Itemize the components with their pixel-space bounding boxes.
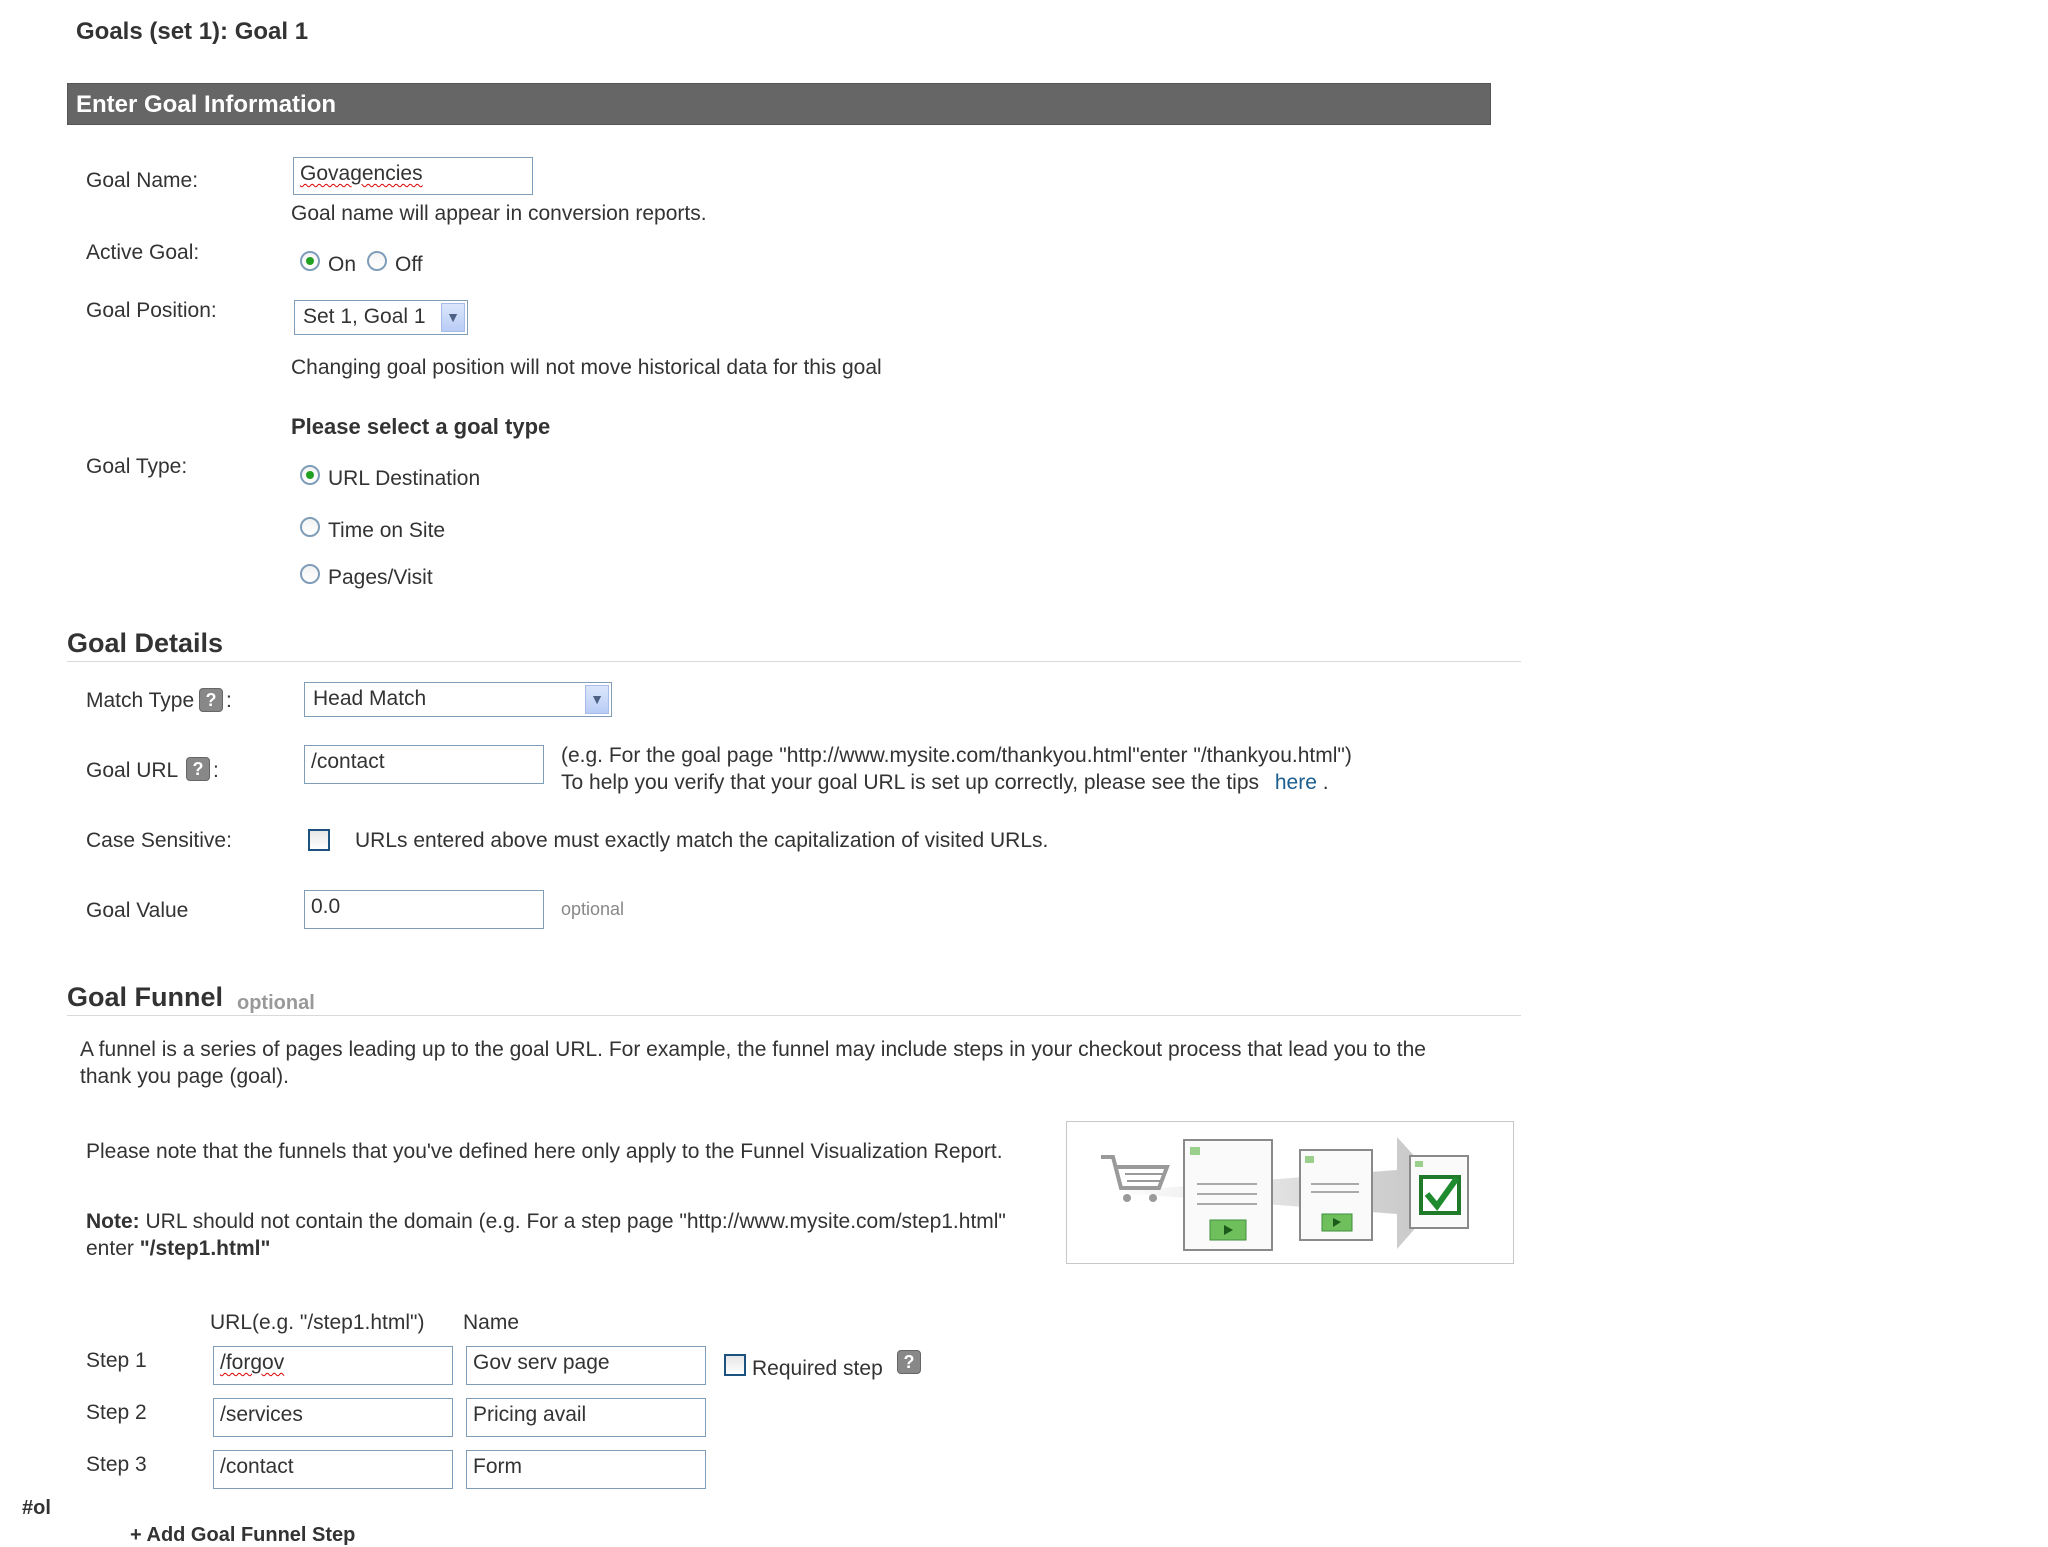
case-sensitive-checkbox[interactable] [308, 829, 330, 851]
note-text: URL should not contain the domain (e.g. For a step page "http://www.mysite.com/step1.html" [139, 1210, 1006, 1233]
goal-url-hint-period: . [1322, 771, 1329, 794]
goal-type-pages-radio[interactable] [300, 564, 320, 584]
goal-funnel-optional: optional [237, 992, 315, 1014]
step-3-label: Step 3 [86, 1453, 147, 1476]
active-on-label: On [328, 253, 357, 276]
goal-position-label: Goal Position: [86, 299, 217, 322]
dropdown-arrow-icon: ▼ [441, 303, 465, 332]
help-icon[interactable]: ? [186, 757, 210, 781]
goal-position-hint: Changing goal position will not move historical data for this goal [291, 356, 882, 379]
note-bold: Note: [86, 1210, 140, 1233]
goal-url-hint-2 [561, 771, 1329, 795]
goal-value-optional: optional [561, 899, 625, 919]
goal-url-label: Goal URL [86, 759, 179, 782]
step-3-name-input[interactable] [466, 1450, 706, 1489]
goal-funnel-divider [67, 1015, 1521, 1016]
funnel-illustration-svg [1067, 1122, 1513, 1263]
goal-funnel-heading: Goal Funnel [67, 982, 224, 1012]
step-1-name-value: Gov serv page [473, 1351, 610, 1374]
step-1-url-input[interactable] [213, 1346, 453, 1385]
step-2-url-value: /services [220, 1403, 303, 1426]
add-funnel-step-link[interactable]: + Add Goal Funnel Step [130, 1524, 356, 1546]
col-name-header: Name [463, 1311, 520, 1334]
help-icon[interactable]: ? [199, 688, 223, 712]
goal-info-header-bar [67, 83, 1491, 125]
goal-name-label: Goal Name: [86, 169, 199, 192]
checkmark-icon [1410, 1156, 1468, 1228]
required-step-checkbox[interactable] [724, 1354, 746, 1376]
help-icon[interactable]: ? [897, 1350, 921, 1374]
dropdown-arrow-icon: ▼ [585, 685, 609, 714]
page-step-2-icon [1300, 1150, 1372, 1240]
active-goal-label: Active Goal: [86, 241, 200, 264]
funnel-description-1: A funnel is a series of pages leading up to the goal URL. For example, the funnel may include steps in your checkout process that lead you to the [80, 1038, 1426, 1061]
active-off-label: Off [395, 253, 423, 276]
funnel-description-2: thank you page (goal). [80, 1065, 289, 1088]
goal-type-pages-label: Pages/Visit [328, 566, 433, 589]
step-1-name-input[interactable] [466, 1346, 706, 1385]
goal-value-value: 0.0 [311, 895, 341, 918]
note-line2-bold: "/step1.html" [139, 1237, 271, 1260]
goal-position-select[interactable] [294, 300, 468, 335]
step-2-url-input[interactable] [213, 1398, 453, 1437]
goal-name-input[interactable] [293, 157, 533, 195]
case-sensitive-text: URLs entered above must exactly match the capitalization of visited URLs. [355, 829, 1049, 852]
col-url-header: URL(e.g. "/step1.html") [210, 1311, 425, 1334]
goal-url-value: /contact [311, 750, 385, 773]
match-type-colon: : [226, 689, 232, 712]
goal-url-input[interactable] [304, 745, 544, 784]
match-type-select[interactable] [304, 682, 612, 717]
goal-type-label: Goal Type: [86, 455, 188, 478]
goal-type-time-label: Time on Site [328, 519, 446, 542]
goal-url-colon: : [213, 759, 219, 782]
page-title: Goals (set 1): Goal 1 [76, 18, 309, 45]
funnel-note-2-line2 [86, 1237, 270, 1261]
note-line2-prefix: enter [86, 1237, 140, 1260]
footer-anchor-text: #ol [22, 1497, 51, 1519]
step-1-label: Step 1 [86, 1349, 147, 1372]
step-3-name-value: Form [473, 1455, 522, 1478]
step-2-label: Step 2 [86, 1401, 147, 1424]
goal-url-hint-1: (e.g. For the goal page "http://www.mysite.com/thankyou.html"enter "/thankyou.html") [561, 744, 1352, 767]
tips-here-link[interactable]: here [1274, 771, 1317, 794]
match-type-label: Match Type [86, 689, 195, 712]
goal-info-header: Enter Goal Information [76, 91, 337, 118]
goal-url-hint-2-text: To help you verify that your goal URL is set up correctly, please see the tips [561, 771, 1260, 794]
goal-value-label: Goal Value [86, 899, 189, 922]
step-2-name-value: Pricing avail [473, 1403, 587, 1426]
goal-type-heading: Please select a goal type [291, 414, 551, 439]
goal-details-heading: Goal Details [67, 628, 224, 658]
goal-type-url-label: URL Destination [328, 467, 481, 490]
funnel-note-2 [86, 1210, 1006, 1234]
step-2-name-input[interactable] [466, 1398, 706, 1437]
funnel-illustration [1066, 1121, 1514, 1264]
funnel-note-1: Please note that the funnels that you've defined here only apply to the Funnel Visualization Report. [86, 1140, 1003, 1163]
step-3-url-input[interactable] [213, 1450, 453, 1489]
goal-details-divider [67, 661, 1521, 662]
funnel-arrow [1107, 1137, 1447, 1249]
required-step-label: Required step [752, 1357, 883, 1380]
goal-value-input[interactable] [304, 890, 544, 929]
goal-name-hint: Goal name will appear in conversion reports. [291, 202, 707, 225]
active-off-radio[interactable] [367, 251, 387, 271]
goal-name-value: Govagencies [300, 162, 423, 185]
page-step-1-icon [1184, 1140, 1272, 1250]
active-on-radio[interactable] [300, 251, 320, 271]
match-type-value: Head Match [313, 687, 427, 710]
step-1-url-value: /forgov [220, 1351, 285, 1374]
goal-position-value: Set 1, Goal 1 [303, 305, 426, 328]
goal-type-time-radio[interactable] [300, 517, 320, 537]
case-sensitive-label: Case Sensitive: [86, 829, 232, 852]
step-3-url-value: /contact [220, 1455, 294, 1478]
goal-type-url-radio[interactable] [300, 465, 320, 485]
